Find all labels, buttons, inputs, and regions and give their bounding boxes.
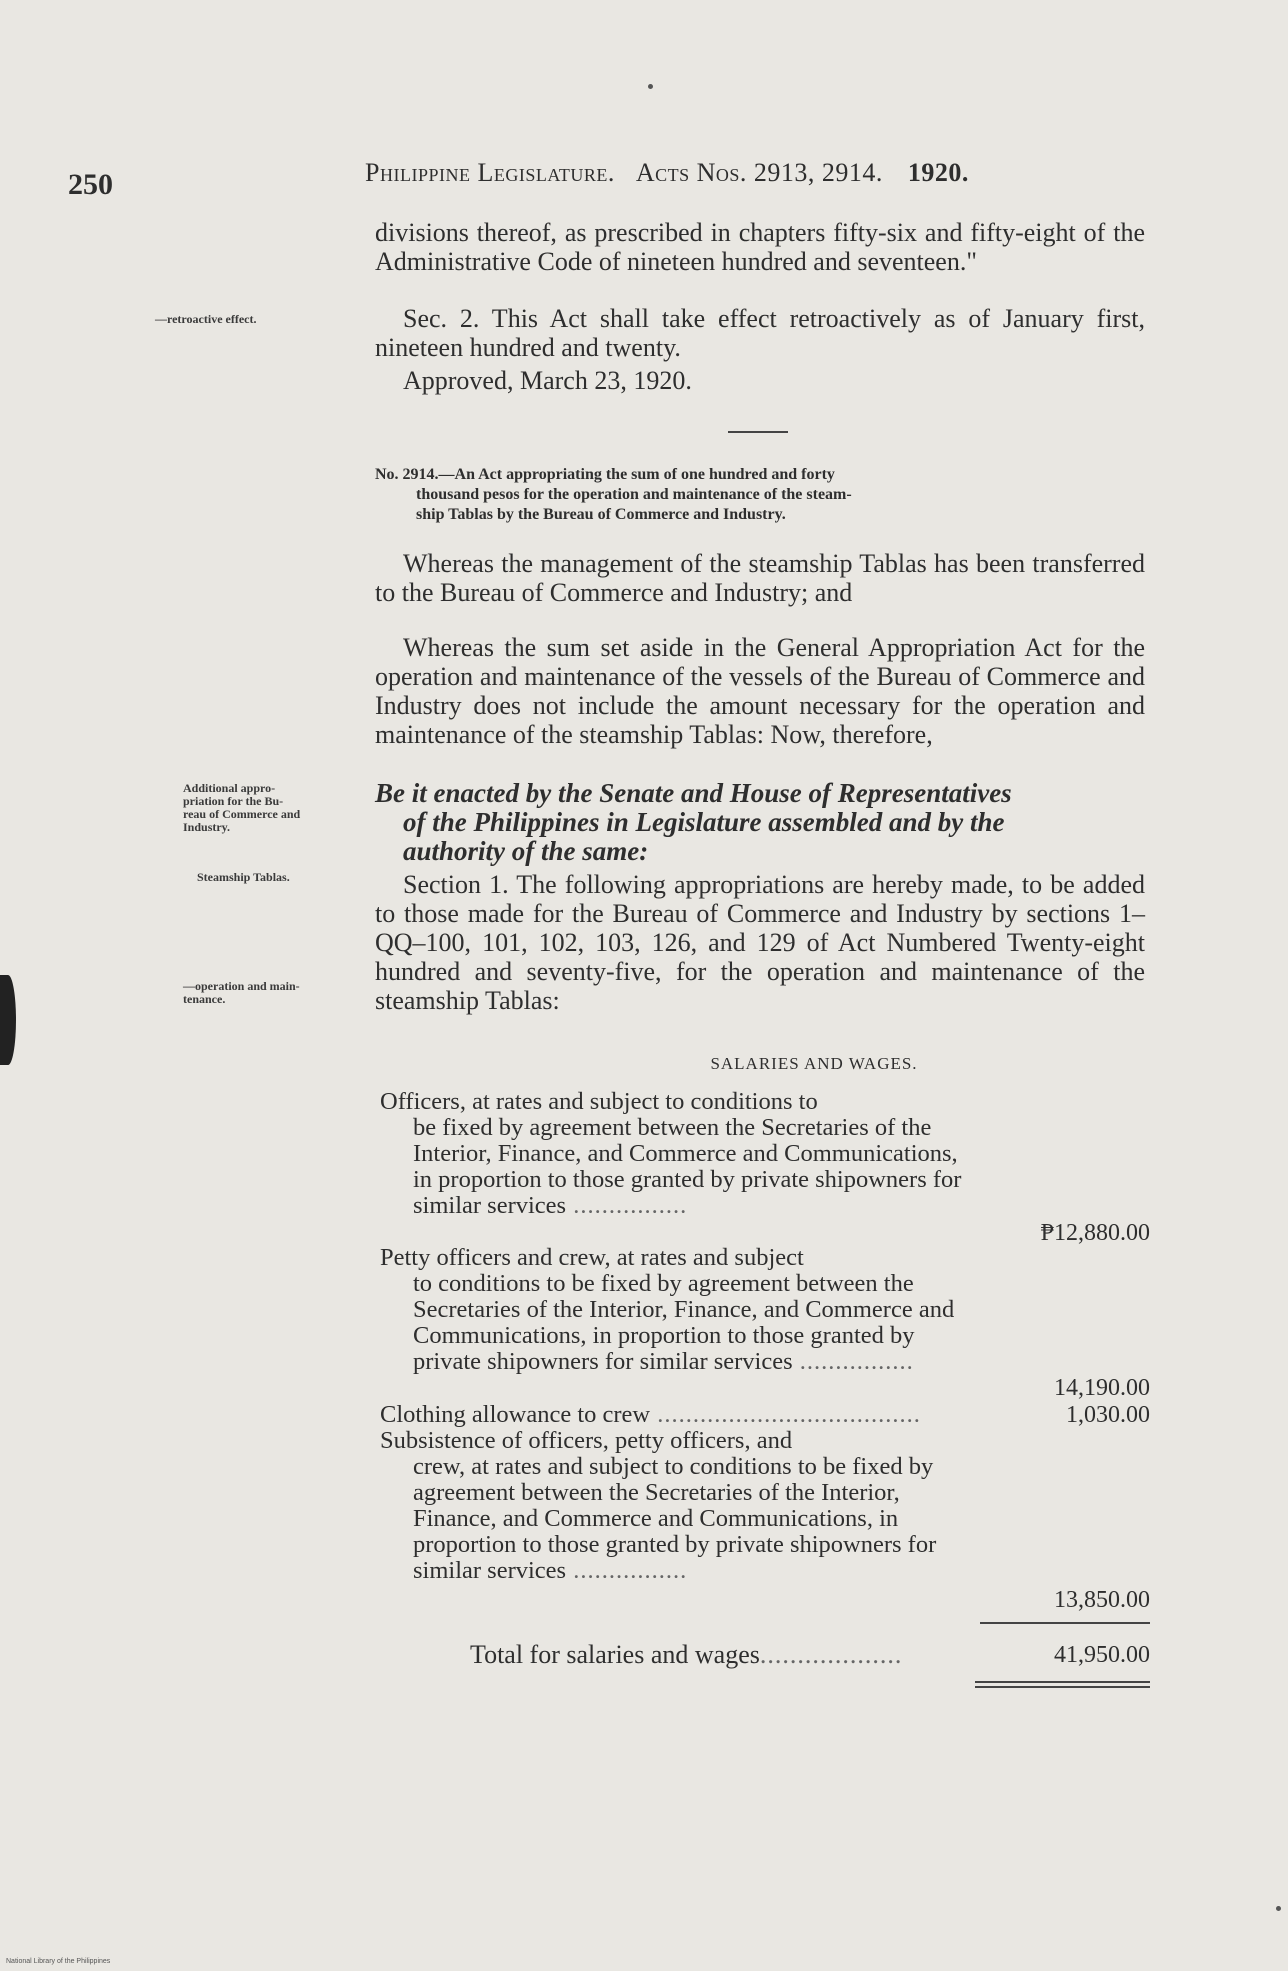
salaries-heading bbox=[0, 1054, 1288, 1074]
speck bbox=[648, 84, 653, 89]
total-amount: 41,950.00 bbox=[1054, 1642, 1150, 1668]
margin-note-line: Industry. bbox=[183, 820, 231, 834]
appropriation-item bbox=[380, 1402, 975, 1428]
total-line bbox=[470, 1640, 902, 1670]
item-text-continued: be fixed by agreement between the Secretaries of the Interior, Finance, and Commerce and Communications, in proportion to those granted by private shipowners for similar services ................ bbox=[413, 1114, 962, 1219]
item-amount: 1,030.00 bbox=[1066, 1402, 1150, 1428]
item-amount: ₱12,880.00 bbox=[1040, 1220, 1150, 1246]
margin-note-additional bbox=[183, 782, 300, 834]
double-rule-bottom bbox=[975, 1686, 1150, 1688]
scan-footer: National Library of the Philippines bbox=[6, 1958, 111, 1965]
running-header bbox=[365, 158, 969, 188]
appropriation-item bbox=[380, 1428, 975, 1584]
margin-note-line: reau of Commerce and bbox=[183, 807, 301, 821]
margin-note-line: Additional appro- bbox=[183, 781, 276, 795]
enacting-clause-line-2: of the Philippines in Legislature assembled and by the bbox=[403, 807, 1005, 837]
enacting-clause-line-3: authority of the same: bbox=[403, 836, 649, 866]
margin-note-steamship: Steamship Tablas. bbox=[197, 870, 290, 884]
margin-note-line: tenance. bbox=[183, 992, 226, 1006]
item-text: Subsistence of officers, petty officers, and bbox=[380, 1427, 793, 1454]
enacting-clause-line-1: Be it enacted by the Senate and House of Representatives bbox=[375, 778, 1012, 808]
item-text: Petty officers and crew, at rates and subject bbox=[380, 1244, 804, 1271]
appropriation-item bbox=[380, 1245, 975, 1375]
appropriation-item bbox=[380, 1089, 975, 1219]
speck bbox=[1276, 1906, 1281, 1911]
act-2914-title bbox=[375, 465, 1145, 525]
margin-note-line: —operation and main- bbox=[183, 979, 300, 993]
dot-leader: ................... bbox=[759, 1640, 903, 1669]
total-label: Total for salaries and wages bbox=[470, 1640, 760, 1669]
margin-note-line: priation for the Bu- bbox=[183, 794, 284, 808]
item-text: Clothing allowance to crew bbox=[380, 1401, 651, 1428]
section-2: Sec. 2. This Act shall take effect retroactively as of January first, nineteen hundred and twenty. bbox=[375, 304, 1145, 362]
item-amount: 14,190.00 bbox=[1054, 1375, 1150, 1401]
act-title-line-2: thousand pesos for the operation and maintenance of the steam- bbox=[416, 486, 852, 503]
separator-rule bbox=[728, 431, 788, 433]
margin-note-operation bbox=[183, 980, 300, 1006]
binding-shadow bbox=[0, 975, 16, 1065]
act-title-line-1: No. 2914.—An Act appropriating the sum of one hundred and forty bbox=[375, 466, 835, 483]
section-1: Section 1. The following appropriations are hereby made, to be added to those made for the Bureau of Commerce and Industry by sections 1–QQ–100, 101, 102, 103, 126, and 129 of Act Numbered Twenty-eight hundred and seventy-five, for the operation and maintenance of the steamship Tablas: bbox=[375, 870, 1145, 1015]
double-rule-top bbox=[975, 1681, 1150, 1683]
margin-note-retroactive: —retroactive effect. bbox=[155, 312, 257, 326]
item-text: Officers, at rates and subject to conditions to bbox=[380, 1088, 818, 1115]
item-amount: 13,850.00 bbox=[1054, 1587, 1150, 1613]
dot-leader: ................ bbox=[566, 1192, 688, 1219]
dot-leader: ................ bbox=[566, 1557, 688, 1584]
item-text-continued: to conditions to be fixed by agreement between the Secretaries of the Interior, Finance, and Commerce and Communications, in proportion to those granted by private shipowners for similar services ................ bbox=[413, 1270, 955, 1375]
act-2913-continuation: divisions thereof, as prescribed in chapters fifty-six and fifty-eight of the Administrative Code of nineteen hundred and seventeen." bbox=[375, 218, 1145, 276]
header-legislature: Philippine Legislature. bbox=[365, 158, 615, 187]
header-acts: Acts Nos. 2913, 2914. bbox=[635, 158, 883, 187]
page-number: 250 bbox=[68, 168, 113, 201]
sum-rule bbox=[980, 1622, 1150, 1624]
item-text-continued: crew, at rates and subject to conditions to be fixed by agreement between the Secretaries of the Interior, Finance, and Commerce and Communications, in proportion to those granted by private shipowners for similar services ................ bbox=[413, 1453, 937, 1584]
dot-leader: ..................................... bbox=[650, 1401, 921, 1428]
act-title-line-3: ship Tablas by the Bureau of Commerce and Industry. bbox=[416, 506, 786, 523]
whereas-clause-1: Whereas the management of the steamship Tablas has been transferred to the Bureau of Commerce and Industry; and bbox=[375, 549, 1145, 607]
salaries-heading-text: SALARIES AND WAGES. bbox=[710, 1054, 918, 1073]
approved-line: Approved, March 23, 1920. bbox=[403, 366, 692, 395]
whereas-clause-2: Whereas the sum set aside in the General Appropriation Act for the operation and maintenance of the vessels of the Bureau of Commerce and Industry does not include the amount necessary for the operation and maintenance of the steamship Tablas: Now, therefore, bbox=[375, 633, 1145, 749]
header-year: 1920. bbox=[907, 158, 969, 187]
dot-leader: ................ bbox=[792, 1348, 914, 1375]
